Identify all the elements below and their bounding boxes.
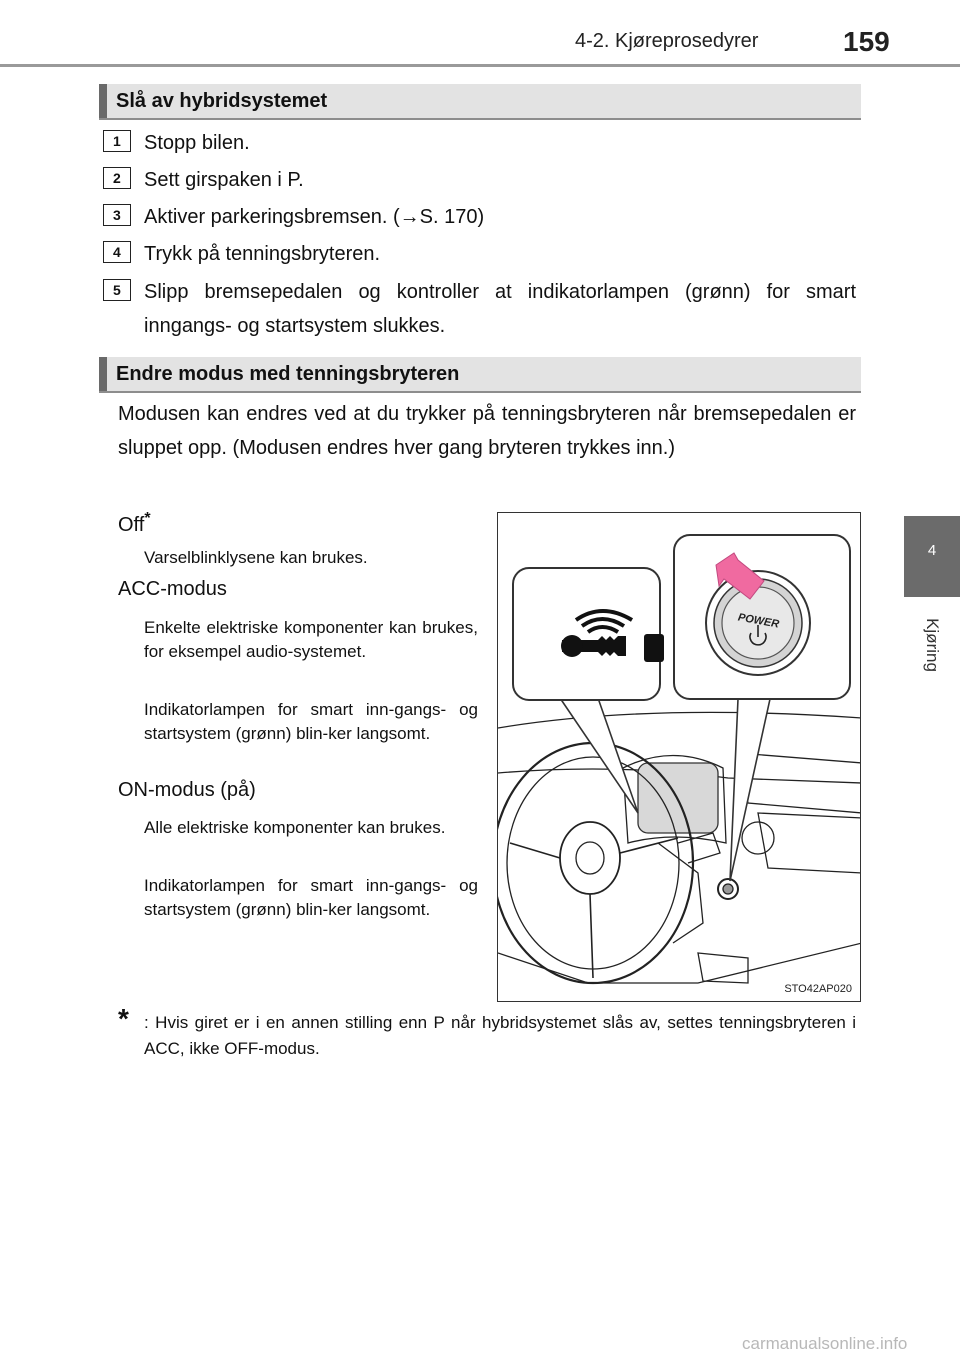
steering-hub (560, 822, 620, 894)
lower-panel (498, 943, 861, 983)
mode-title-off (118, 510, 151, 537)
steering-column (658, 843, 703, 943)
step-number-4: 4 (103, 241, 131, 263)
mode-desc-acc-2: Indikatorlampen for smart inn-gangs- og startsystem (grønn) blin-ker langsomt. (144, 700, 478, 743)
header-rule (0, 64, 960, 67)
mode-title-on: ON-modus (på) (118, 779, 256, 801)
section-title: Slå av hybridsystemet (116, 90, 328, 112)
steering-spokes (510, 838, 678, 978)
step-number-5: 5 (103, 279, 131, 301)
watermark: carmanualsonline.info (742, 1334, 908, 1353)
mode-title-text: Off (118, 514, 145, 536)
mode-desc-off: Varselblinklysene kan brukes. (144, 548, 368, 567)
step-text-4: Trykk på tenningsbryteren. (144, 243, 381, 265)
mode-desc-acc-1: Enkelte elektriske komponenter kan brukes, for eksempel audio-systemet. (144, 618, 478, 661)
footnote-marker: * (144, 510, 151, 527)
chapter-number: 4 (927, 542, 937, 559)
mode-desc-on-2: Indikatorlampen for smart inn-gangs- og startsystem (grønn) blin-ker langsomt. (144, 876, 478, 919)
step-text-3: Aktiver parkeringsbremsen. (→S. 170) (144, 206, 485, 228)
section-marker (99, 84, 107, 118)
step-text-1: Stopp bilen. (144, 132, 250, 154)
horn-pad (576, 842, 604, 874)
step-number-2: 2 (103, 167, 131, 189)
page-number: 159 (843, 26, 890, 57)
dashboard-drawing (498, 513, 861, 1002)
mode-title-acc: ACC-modus (118, 578, 227, 600)
section-title: Endre modus med tenningsbryteren (116, 363, 460, 385)
callout-pointer-right (730, 699, 770, 881)
chapter-tab[interactable] (904, 516, 960, 597)
callout-box-smart-key (513, 568, 660, 700)
chapter-label-text: Kjøring (923, 618, 942, 672)
figure-code: STO42AP020 (784, 983, 852, 995)
section-heading-change-mode (99, 357, 861, 393)
step-number-1: 1 (103, 130, 131, 152)
power-switch-center (723, 884, 733, 894)
dashboard-top-line (498, 712, 861, 728)
step-text-2: Sett girspaken i P. (144, 169, 304, 191)
knob (742, 822, 774, 854)
section-marker (99, 357, 107, 391)
power-button-label: POWER (737, 611, 781, 631)
running-header: 4-2. Kjøreprosedyrer (575, 30, 759, 52)
intro-paragraph: Modusen kan endres ved at du trykker på tenningsbryteren når bremsepedalen er sluppet opp. (Modusen endres hver gang bryteren trykkes inn.) (118, 403, 856, 459)
callout-pointer-left (560, 698, 638, 813)
steering-wheel-rim (498, 743, 693, 983)
footnote-text: : Hvis giret er i en annen stilling enn P når hybridsystemet slås av, settes tenningsbryteren i ACC, ikke OFF-modus. (144, 1013, 856, 1058)
step-number-3: 3 (103, 204, 131, 226)
section-heading-turn-off (99, 84, 861, 120)
pedal (698, 953, 748, 983)
mode-desc-on-1: Alle elektriske komponenter kan brukes. (144, 818, 446, 837)
chapter-label (919, 600, 945, 690)
footnote-star: * (118, 1003, 129, 1034)
step-text-5: Slipp bremsepedalen og kontroller at indikatorlampen (grønn) for smart inngangs- og startsystem slukkes. (144, 281, 856, 337)
dashboard-illustration (497, 512, 861, 1002)
